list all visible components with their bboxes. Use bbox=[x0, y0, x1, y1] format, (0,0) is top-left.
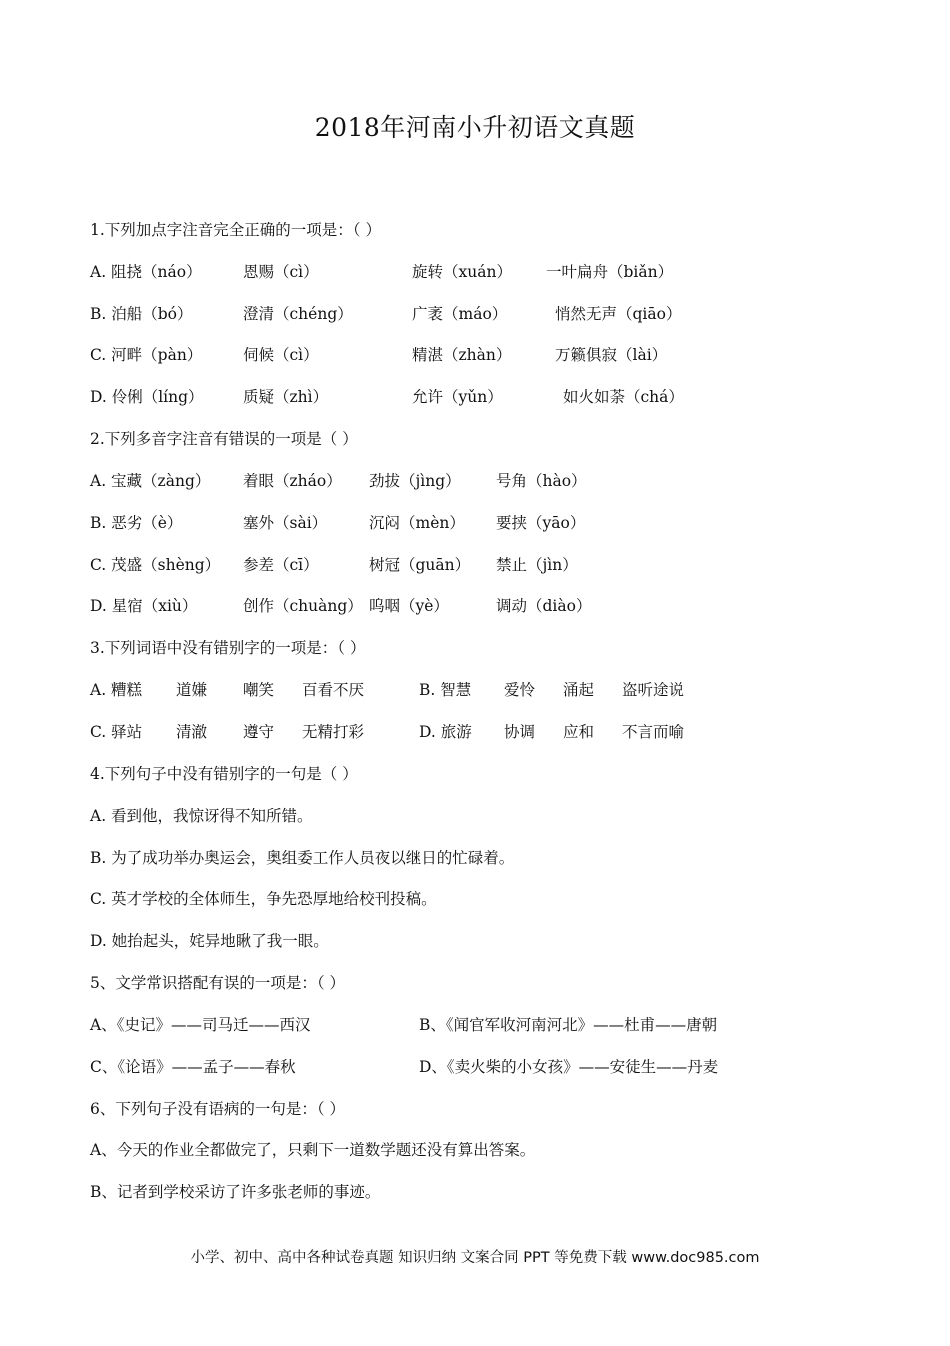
q1-a-3: 旋转（xuán） bbox=[412, 263, 512, 281]
q1-c-4: 万籁俱寂（lài） bbox=[555, 346, 668, 364]
q1-b-4: 悄然无声（qiāo） bbox=[555, 305, 682, 323]
q2-c-1: C. 茂盛（shèng） bbox=[90, 556, 221, 574]
footer-download-notice: 小学、初中、高中各种试卷真题 知识归纳 文案合同 PPT 等免费下载 www.doc985.com bbox=[190, 1250, 760, 1266]
q3-d-word-4: 不言而喻 bbox=[622, 723, 685, 741]
q1-a-1: A. 阻挠（náo） bbox=[90, 263, 202, 281]
question-3-stem: 3.下列词语中没有错别字的一项是：（ ） bbox=[90, 639, 366, 657]
q2-b-3: 沉闷（mèn） bbox=[369, 514, 465, 532]
question-6-option-a: A、今天的作业全都做完了，只剩下一道数学题还没有算出答案。 bbox=[90, 1141, 536, 1159]
q3-b-word-4: 盗听途说 bbox=[622, 681, 685, 699]
q5-option-c: C、《论语》——孟子——春秋 bbox=[90, 1058, 296, 1076]
q3-a-word-3: 嘲笑 bbox=[243, 681, 275, 699]
question-6-option-b: B、记者到学校采访了许多张老师的事迹。 bbox=[90, 1183, 381, 1201]
question-4-option-a: A. 看到他，我惊讶得不知所错。 bbox=[90, 807, 313, 825]
page-title: 2018年河南小升初语文真题 bbox=[314, 113, 636, 142]
q1-b-2: 澄清（chéng） bbox=[243, 305, 353, 323]
question-4-option-d: D. 她抬起头，姹异地瞅了我一眼。 bbox=[90, 932, 329, 950]
q2-a-4: 号角（hào） bbox=[496, 472, 587, 490]
q1-b-3: 广袤（máo） bbox=[412, 305, 508, 323]
question-5-stem: 5、文学常识搭配有误的一项是：（ ） bbox=[90, 974, 346, 992]
q1-a-2: 恩赐（cì） bbox=[243, 263, 319, 281]
q1-c-1: C. 河畔（pàn） bbox=[90, 346, 203, 364]
q2-a-2: 着眼（zháo） bbox=[243, 472, 342, 490]
q3-b-word-2: 爱怜 bbox=[504, 681, 536, 699]
question-4-option-c: C. 英才学校的全体师生，争先恐厚地给校刊投稿。 bbox=[90, 890, 437, 908]
q3-a-word-2: 道嫌 bbox=[176, 681, 208, 699]
q2-b-2: 塞外（sài） bbox=[243, 514, 328, 532]
q5-option-a: A、《史记》——司马迁——西汉 bbox=[90, 1016, 311, 1034]
q5-option-b: B、《闻官军收河南河北》——杜甫——唐朝 bbox=[419, 1016, 718, 1034]
question-6-stem: 6、下列句子没有语病的一句是：（ ） bbox=[90, 1100, 346, 1118]
q3-d-word-1: D. 旅游 bbox=[419, 723, 472, 741]
q3-d-word-3: 应和 bbox=[563, 723, 595, 741]
q3-c-word-3: 遵守 bbox=[243, 723, 275, 741]
q3-b-word-3: 涌起 bbox=[563, 681, 595, 699]
q3-c-word-4: 无精打彩 bbox=[302, 723, 365, 741]
q1-b-1: B. 泊船（bó） bbox=[90, 305, 193, 323]
q2-d-4: 调动（diào） bbox=[496, 597, 592, 615]
q3-c-word-1: C. 驿站 bbox=[90, 723, 143, 741]
question-2-stem: 2.下列多音字注音有错误的一项是（ ） bbox=[90, 430, 358, 448]
q2-b-4: 要挟（yāo） bbox=[496, 514, 586, 532]
q1-c-3: 精湛（zhàn） bbox=[412, 346, 512, 364]
q3-a-word-4: 百看不厌 bbox=[302, 681, 365, 699]
q1-d-1: D. 伶俐（líng） bbox=[90, 388, 204, 406]
question-4-stem: 4.下列句子中没有错别字的一句是（ ） bbox=[90, 765, 358, 783]
q3-d-word-2: 协调 bbox=[504, 723, 536, 741]
q2-d-1: D. 星宿（xiù） bbox=[90, 597, 198, 615]
q3-c-word-2: 清澈 bbox=[176, 723, 208, 741]
question-4-option-b: B. 为了成功举办奥运会，奥组委工作人员夜以继日的忙碌着。 bbox=[90, 849, 515, 867]
q2-c-2: 参差（cī） bbox=[243, 556, 319, 574]
q1-d-2: 质疑（zhì） bbox=[243, 388, 329, 406]
question-1-stem: 1.下列加点字注音完全正确的一项是：（ ） bbox=[90, 221, 381, 239]
q5-option-d: D、《卖火柴的小女孩》——安徒生——丹麦 bbox=[419, 1058, 719, 1076]
q1-d-4: 如火如荼（chá） bbox=[563, 388, 684, 406]
q2-d-3: 呜咽（yè） bbox=[369, 597, 449, 615]
q1-a-4: 一叶扁舟（biǎn） bbox=[546, 263, 674, 281]
q2-a-3: 劲拔（jìng） bbox=[369, 472, 461, 490]
q1-c-2: 伺候（cì） bbox=[243, 346, 319, 364]
q1-d-3: 允许（yǔn） bbox=[412, 388, 503, 406]
q2-b-1: B. 恶劣（è） bbox=[90, 514, 183, 532]
q3-b-word-1: B. 智慧 bbox=[419, 681, 472, 699]
q2-c-4: 禁止（jìn） bbox=[496, 556, 578, 574]
q2-d-2: 创作（chuàng） bbox=[243, 597, 363, 615]
q2-a-1: A. 宝藏（zàng） bbox=[90, 472, 211, 490]
q3-a-word-1: A. 糟糕 bbox=[90, 681, 143, 699]
q2-c-3: 树冠（guān） bbox=[369, 556, 471, 574]
